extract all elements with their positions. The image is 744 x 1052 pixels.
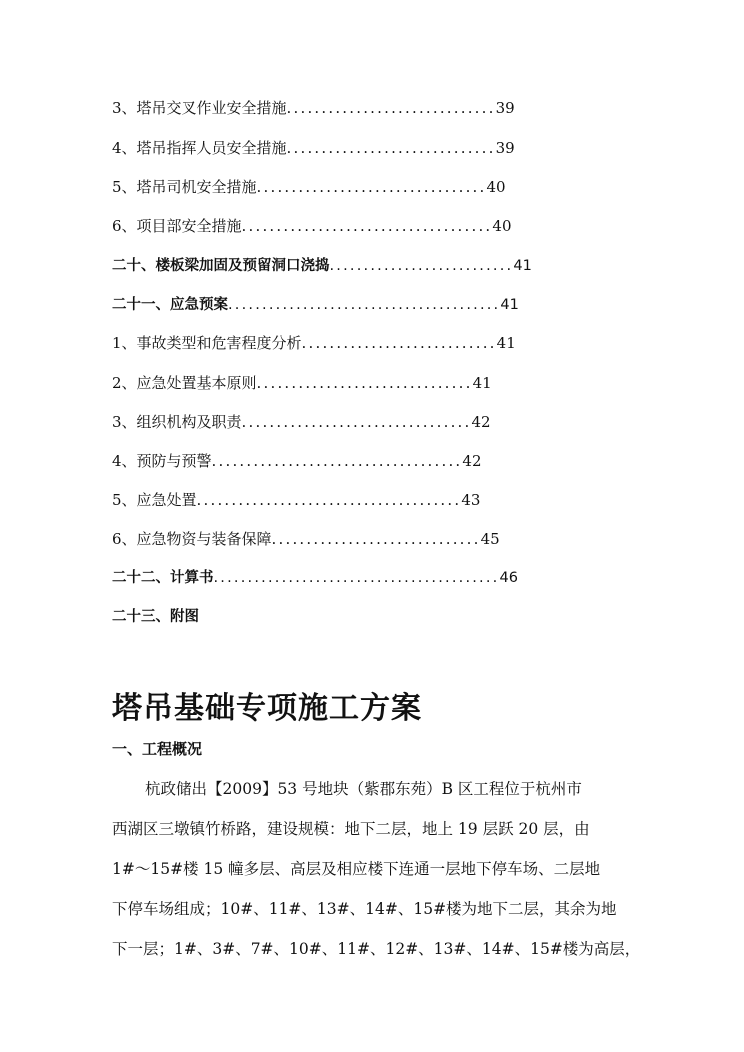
toc-leader: ..........................................	[213, 570, 500, 586]
toc-entry[interactable]	[112, 372, 492, 394]
toc-entry-text: 2、应急处置基本原则	[112, 374, 257, 392]
toc-entry[interactable]	[112, 137, 515, 159]
paragraph-line: 下停车场组成；10#、11#、13#、14#、15#楼为地下二层，其余为地	[112, 900, 617, 918]
toc-entry[interactable]	[112, 606, 199, 628]
toc-entry[interactable]	[112, 411, 491, 433]
paragraph-line: 1#～15#楼 15 幢多层、高层及相应楼下连通一层地下停车场、二层地	[112, 860, 601, 878]
toc-entry-text: 5、塔吊司机安全措施	[112, 178, 257, 196]
toc-entry-text: 4、塔吊指挥人员安全措施	[112, 139, 287, 157]
toc-page-number: 43	[461, 491, 481, 509]
toc-entry[interactable]	[112, 567, 518, 589]
toc-entry-text: 二十一、应急预案	[112, 297, 228, 313]
toc-entry[interactable]	[112, 450, 482, 472]
toc-entry-text: 二十二、计算书	[112, 570, 214, 586]
toc-entry[interactable]	[112, 97, 515, 119]
toc-entry-text: 4、预防与预警	[112, 452, 212, 470]
toc-entry-text: 二十、楼板梁加固及预留洞口浇捣	[112, 258, 330, 274]
toc-leader: ............................	[301, 334, 497, 352]
toc-leader: .................................	[256, 178, 487, 196]
toc-page-number: 45	[480, 530, 500, 548]
paragraph-line: 西湖区三墩镇竹桥路，建设规模：地下二层，地上 19 层跃 20 层，由	[112, 820, 590, 838]
toc-page-number: 42	[471, 413, 491, 431]
toc-entry-text: 6、项目部安全措施	[112, 217, 242, 235]
toc-page-number: 41	[496, 334, 516, 352]
toc-leader: ..............................	[286, 139, 496, 157]
toc-entry[interactable]	[112, 332, 516, 354]
toc-entry[interactable]	[112, 215, 512, 237]
toc-entry-text: 二十三、附图	[112, 609, 199, 625]
toc-page-number: 40	[486, 178, 506, 196]
toc-page-number: 41	[472, 374, 492, 392]
toc-entry-text: 3、塔吊交叉作业安全措施	[112, 99, 287, 117]
toc-leader: ......................................	[196, 491, 462, 509]
toc-leader: ....................................	[241, 217, 493, 235]
toc-entry-text: 6、应急物资与装备保障	[112, 530, 272, 548]
toc-leader: ...............................	[256, 374, 473, 392]
toc-leader: ........................................	[228, 297, 501, 313]
toc-page-number: 46	[499, 570, 518, 586]
toc-page-number: 41	[513, 258, 532, 274]
toc-entry[interactable]	[112, 294, 519, 316]
section-heading: 一、工程概况	[112, 740, 203, 758]
toc-leader: ....................................	[211, 452, 463, 470]
toc-entry[interactable]	[112, 489, 480, 511]
toc-page-number: 41	[500, 297, 519, 313]
toc-page-number: 42	[462, 452, 482, 470]
document-title: 塔吊基础专项施工方案	[112, 691, 422, 726]
toc-page-number: 39	[495, 139, 515, 157]
toc-leader: ..............................	[271, 530, 481, 548]
toc-leader: ..............................	[286, 99, 496, 117]
toc-page-number: 39	[495, 99, 515, 117]
toc-entry[interactable]	[112, 255, 532, 277]
paragraph-line: 杭政储出【2009】53 号地块（紫郡东苑）B 区工程位于杭州市	[145, 780, 582, 798]
toc-entry[interactable]	[112, 528, 500, 550]
toc-entry-text: 1、事故类型和危害程度分析	[112, 334, 302, 352]
toc-leader: ...........................	[329, 258, 514, 274]
toc-entry[interactable]	[112, 176, 506, 198]
toc-page-number: 40	[492, 217, 512, 235]
toc-leader: .................................	[241, 413, 472, 431]
toc-entry-text: 5、应急处置	[112, 491, 197, 509]
paragraph-line: 下一层；1#、3#、7#、10#、11#、12#、13#、14#、15#楼为高层，	[112, 940, 641, 958]
toc-entry-text: 3、组织机构及职责	[112, 413, 242, 431]
